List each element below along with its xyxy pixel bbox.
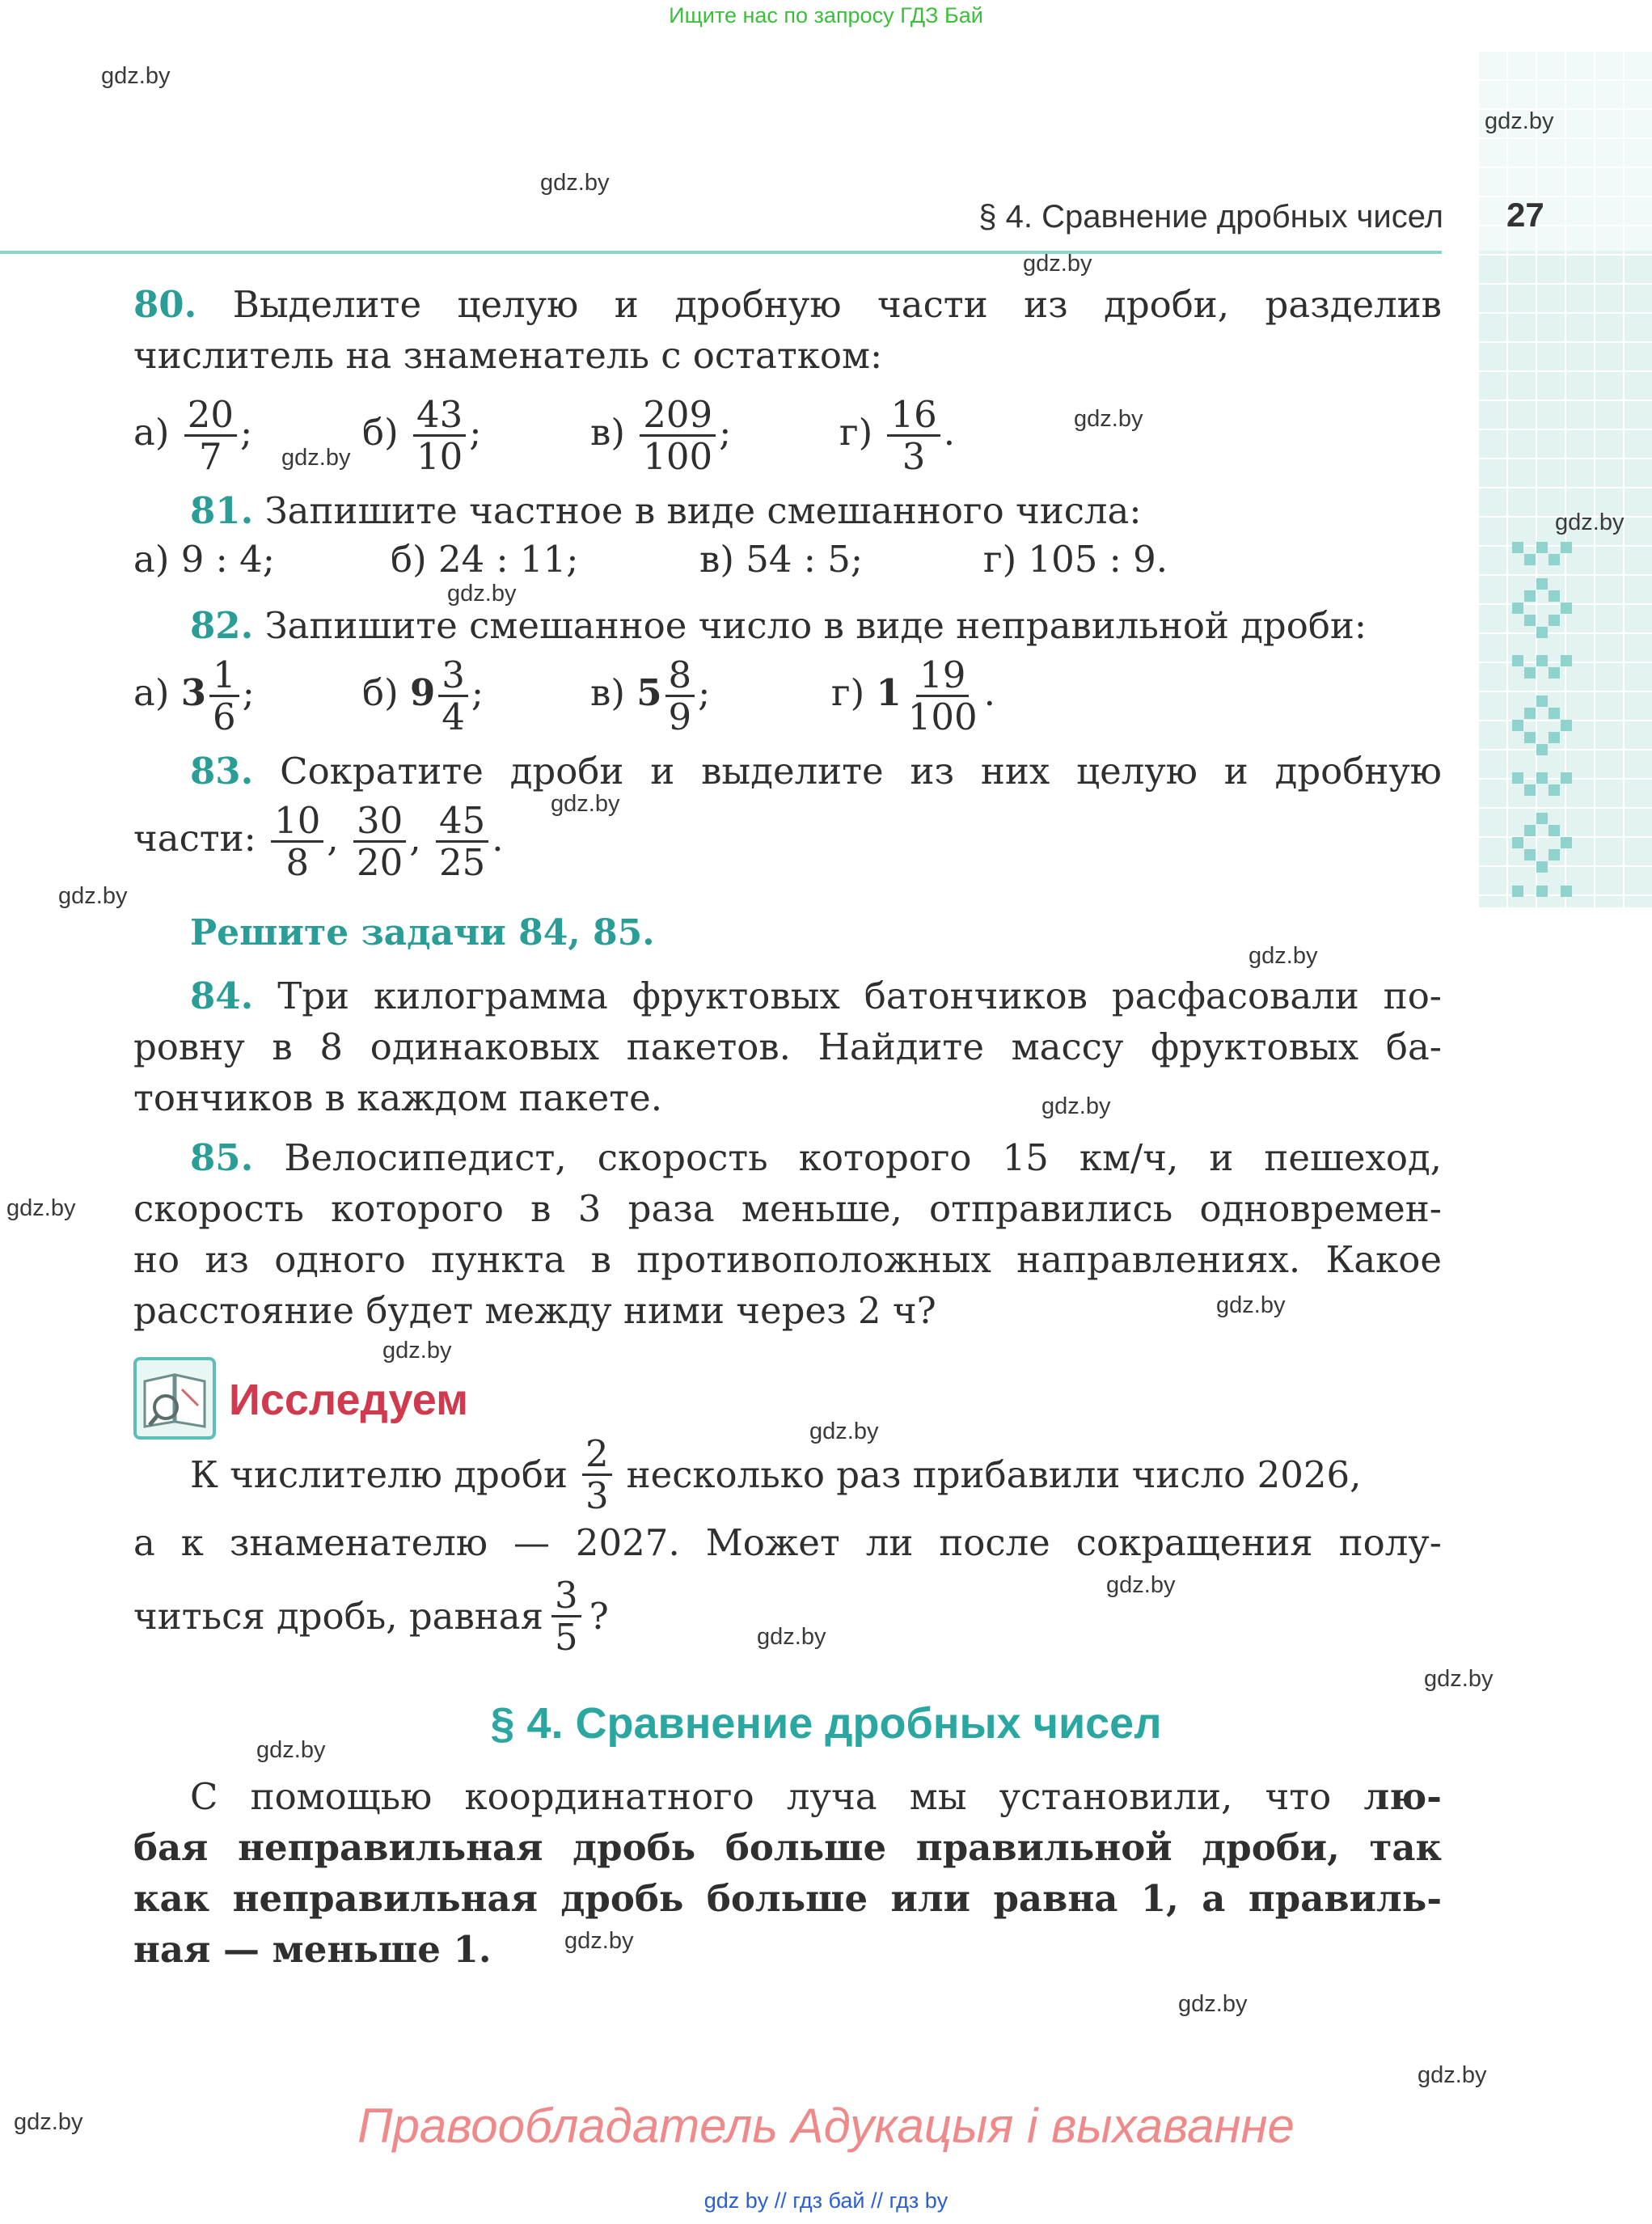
fraction: $\frac{45}{25}$	[436, 802, 488, 881]
watermark: gdz.by	[382, 1338, 452, 1364]
item-label: а)	[133, 411, 170, 454]
watermark: gdz.by	[757, 1624, 826, 1650]
watermark: gdz.by	[447, 581, 517, 607]
item-label: в)	[590, 411, 625, 454]
problem-82-item-a: а) 3 $\frac{1}{6}$ ;	[133, 653, 255, 738]
fraction: $\frac{3}{5}$	[551, 1577, 581, 1655]
fraction: $\frac{3}{4}$	[438, 657, 468, 735]
problem-82-item-b: б) 9 $\frac{3}{4}$ ;	[362, 653, 484, 738]
fraction: $\frac{10}{8}$	[271, 802, 323, 881]
problem-81-item-a: а) 9 : 4;	[133, 538, 275, 581]
page-number: 27	[1506, 196, 1544, 234]
problem-81-line	[190, 485, 1142, 536]
problem-80-item-d: г) $\frac{16}{3}$ .	[839, 393, 956, 478]
problem-84-line3: тончиков в каждом пакете.	[133, 1076, 663, 1119]
problem-83-line1	[190, 746, 1442, 797]
fraction: $\frac{209}{100}$	[640, 396, 716, 475]
problem-82-item-d: г) 1 $\frac{19}{100}$ .	[831, 653, 995, 738]
watermark: gdz.by	[1485, 108, 1554, 134]
problem-80-item-b: б) $\frac{43}{10}$ ;	[362, 393, 482, 478]
problem-84-text1: Три килограмма фруктовых батончиков расфасовали по-	[277, 975, 1442, 1017]
section-line2: бая неправильная дробь больше правильной дроби, так	[133, 1826, 1442, 1869]
watermark: gdz.by	[101, 63, 171, 89]
top-banner: Ищите нас по запросу ГДЗ Бай	[669, 3, 983, 27]
fraction: $\frac{43}{10}$	[413, 396, 466, 475]
problem-85-line3: но из одного пункта в противоположных направлениях. Какое	[133, 1238, 1442, 1281]
research-line2: а к знаменателю — 2027. Может ли после сокращения полу-	[133, 1521, 1442, 1564]
margin-grid-top	[1477, 50, 1652, 251]
section-text1-bold: лю-	[1363, 1775, 1442, 1818]
problem-81-number: 81.	[190, 489, 254, 532]
problem-81-item-c: в) 54 : 5;	[699, 538, 864, 581]
header-rule	[0, 251, 1442, 254]
fraction: $\frac{2}{3}$	[582, 1435, 612, 1514]
fraction: $\frac{20}{7}$	[184, 396, 237, 475]
watermark: gdz.by	[1023, 251, 1092, 277]
problem-85-line4: расстояние будет между ними через 2 ч?	[133, 1289, 936, 1332]
problem-85-line2: скорость которого в 3 раза меньше, отправились одновремен-	[133, 1187, 1442, 1230]
fraction: $\frac{16}{3}$	[887, 396, 940, 475]
problem-81-item-d: г) 105 : 9.	[983, 538, 1168, 581]
problem-85-text1: Велосипедист, скорость которого 15 км/ч, и пешеход,	[284, 1136, 1442, 1179]
section-line4: ная — меньше 1.	[133, 1928, 492, 1971]
problem-82-line	[190, 600, 1367, 651]
problem-82-item-c: в) 5 $\frac{8}{9}$ ;	[590, 653, 711, 738]
problem-80-text1: Выделите целую и дробную части из дроби, разделив	[232, 283, 1442, 326]
problem-80-item-c: в) $\frac{209}{100}$ ;	[590, 393, 732, 478]
fraction: $\frac{1}{6}$	[209, 657, 239, 735]
problem-83-prefix: части:	[133, 817, 256, 860]
watermark: gdz.by	[1041, 1093, 1111, 1119]
tasks-heading: Решите задачи 84, 85.	[190, 912, 655, 953]
watermark: gdz.by	[564, 1928, 634, 1954]
section-line1	[190, 1771, 1442, 1822]
problem-83-text1: Сократите дроби и выделите из них целую и дробную	[280, 750, 1442, 793]
problem-84-line1	[190, 970, 1442, 1021]
watermark: gdz.by	[14, 2109, 83, 2135]
research-book-icon	[133, 1357, 216, 1440]
watermark: gdz.by	[281, 445, 351, 471]
problem-84-number: 84.	[190, 975, 254, 1017]
watermark: gdz.by	[6, 1195, 76, 1221]
problem-83-number: 83.	[190, 750, 254, 793]
footer-links[interactable]: gdz by // гдз бай // гдз by	[703, 2188, 949, 2213]
watermark: gdz.by	[1216, 1292, 1286, 1318]
problem-85-line1	[190, 1132, 1442, 1183]
section-text1: С помощью координатного луча мы установили, что	[190, 1775, 1332, 1818]
section-line3: как неправильная дробь больше или равна 1, а правиль-	[133, 1877, 1442, 1920]
problem-82-number: 82.	[190, 604, 254, 647]
research-line3: читься дробь, равная $\frac{3}{5}$ ?	[133, 1574, 609, 1659]
problem-85-number: 85.	[190, 1136, 254, 1179]
copyright-owner: Правообладатель Адукацыя і выхаванне	[357, 2099, 1295, 2153]
section-title: § 4. Сравнение дробных чисел	[490, 1699, 1162, 1748]
research-title: Исследуем	[229, 1376, 469, 1424]
problem-83-line2: части: $\frac{10}{8}$ , $\frac{30}{20}$ , $\frac{45}{25}$ .	[133, 799, 504, 884]
ornament-pattern	[1504, 534, 1593, 906]
fraction: $\frac{19}{100}$	[907, 653, 978, 738]
watermark: gdz.by	[1418, 2062, 1487, 2088]
watermark: gdz.by	[1178, 1991, 1248, 2017]
watermark: gdz.by	[256, 1737, 326, 1763]
problem-81-item-b: б) 24 : 11;	[391, 538, 579, 581]
watermark: gdz.by	[551, 791, 620, 817]
watermark: gdz.by	[58, 883, 128, 909]
problem-80-item-a: а) $\frac{20}{7}$ ;	[133, 393, 253, 478]
watermark: gdz.by	[1424, 1666, 1494, 1692]
problem-84-line2: ровну в 8 одинаковых пакетов. Найдите массу фруктовых ба-	[133, 1025, 1442, 1068]
problem-80-number: 80.	[133, 283, 197, 326]
watermark: gdz.by	[1074, 406, 1143, 432]
watermark: gdz.by	[1555, 509, 1625, 535]
watermark: gdz.by	[540, 170, 610, 196]
item-label: г)	[839, 411, 873, 454]
watermark: gdz.by	[809, 1419, 879, 1444]
watermark: gdz.by	[1106, 1572, 1176, 1598]
running-title: § 4. Сравнение дробных чисел	[978, 199, 1443, 235]
fraction: $\frac{8}{9}$	[665, 657, 695, 735]
problem-82-text: Запишите смешанное число в виде неправильной дроби:	[264, 604, 1367, 647]
research-line1: К числителю дроби $\frac{2}{3}$ несколько раз прибавили число 2026,	[190, 1432, 1362, 1517]
problem-80-line2: числитель на знаменатель с остатком:	[133, 334, 883, 377]
problem-81-text: Запишите частное в виде смешанного числа:	[264, 489, 1142, 532]
problem-80-line1	[133, 279, 1442, 330]
item-label: б)	[362, 411, 399, 454]
watermark: gdz.by	[1249, 943, 1318, 969]
fraction: $\frac{30}{20}$	[353, 802, 406, 881]
